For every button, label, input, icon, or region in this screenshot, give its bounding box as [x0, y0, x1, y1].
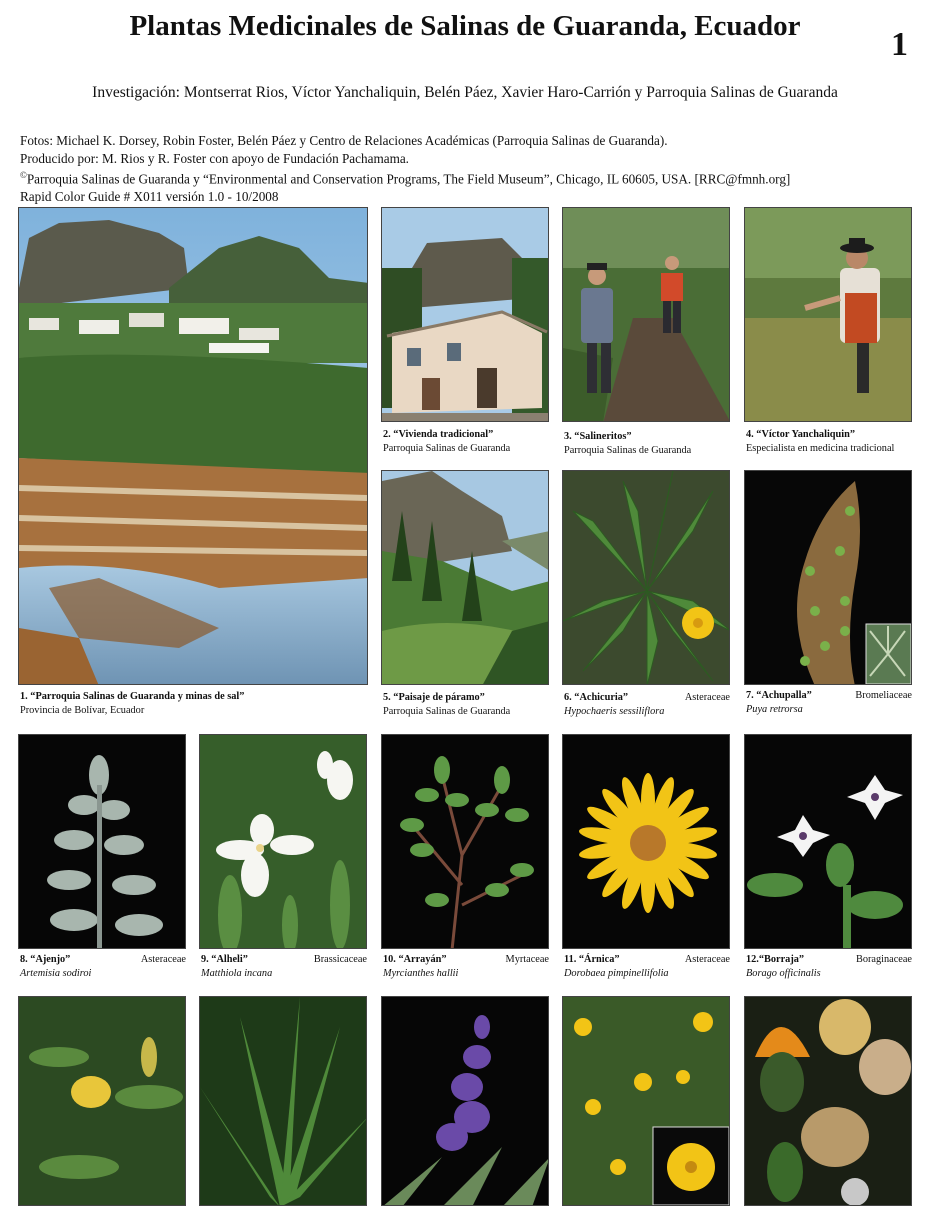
caption-subtitle: Especialista en medicina tradicional: [746, 442, 895, 454]
caption-species: Dorobaea pimpinellifolia: [564, 967, 669, 979]
photo-green-leaves: [199, 996, 367, 1206]
caption-title: 2. “Vivienda tradicional”: [383, 429, 494, 440]
photo-credits: Fotos: Michael K. Dorsey, Robin Foster, Belén Páez y Centro de Relaciones Académicas (Parroquia Salinas de Guaranda).: [20, 133, 668, 148]
caption-title: 10. “Arrayán”: [383, 954, 447, 965]
caption-title: 1. “Parroquia Salinas de Guaranda y minas de sal”: [20, 691, 245, 702]
caption-subtitle: Parroquia Salinas de Guaranda: [564, 444, 692, 456]
photo-victor-yanchaliquin: [744, 207, 912, 422]
caption-title: 9. “Alheli”: [201, 954, 248, 965]
photo-yellow-flowers-ground: [562, 996, 730, 1206]
photo-arrayan: [381, 734, 549, 949]
caption-title: 4. “Víctor Yanchaliquin”: [746, 429, 855, 440]
caption-title: 5. “Paisaje de páramo”: [383, 692, 485, 703]
photo-salinas-landscape: [18, 207, 368, 685]
photo-salineritos: [562, 207, 730, 422]
caption-species: Hypochaeris sessiliflora: [564, 705, 665, 717]
research-credits: Investigación: Montserrat Rios, Víctor Yanchaliquin, Belén Páez, Xavier Haro-Carrión y Parroquia Salinas de Guaranda: [92, 84, 838, 101]
photo-purple-flower-spike: [381, 996, 549, 1206]
caption-title: 6. “Achicuria”: [564, 692, 629, 703]
photo-thistle-flowers: [744, 996, 912, 1206]
caption-subtitle: Parroquia Salinas de Guaranda: [383, 705, 511, 717]
photo-paisaje-paramo: [381, 470, 549, 685]
photo-alheli: [199, 734, 367, 949]
caption-species: Matthiola incana: [201, 967, 273, 979]
photo-achupalla: [744, 470, 912, 685]
production-credits: Producido por: M. Rios y R. Foster con apoyo de Fundación Pachamama.: [20, 150, 409, 166]
caption-family: Myrtaceae: [505, 954, 549, 965]
caption-subtitle: Parroquia Salinas de Guaranda: [383, 442, 511, 454]
guide-version: Rapid Color Guide # X011 versión 1.0 - 10/2008: [20, 188, 279, 204]
copyright-text: Parroquia Salinas de Guaranda y “Environmental and Conservation Programs, The Field Museum”, Chicago, IL 60605, USA. [RRC@fmnh.org]: [26, 171, 791, 187]
caption-family: Brassicaceae: [313, 954, 367, 965]
caption-species: Puya retrorsa: [746, 703, 803, 715]
caption-12: [746, 953, 912, 980]
caption-family: Asteraceae: [684, 692, 730, 703]
caption-11: [564, 953, 730, 980]
photo-ajenjo: [18, 734, 186, 949]
caption-7: [746, 689, 912, 716]
caption-species: Artemisia sodiroi: [20, 967, 92, 979]
caption-6: [564, 691, 730, 718]
caption-subtitle: Provincia de Bolívar, Ecuador: [20, 704, 145, 716]
caption-family: Asteraceae: [140, 954, 186, 965]
caption-species: Borago officinalis: [746, 967, 821, 979]
caption-9: [201, 953, 367, 980]
photo-yellow-flower-bud: [18, 996, 186, 1206]
copyright-symbol: ©: [20, 170, 27, 180]
caption-family: Bromeliaceae: [855, 690, 912, 701]
caption-4: [746, 428, 912, 455]
photo-arnica: [562, 734, 730, 949]
photo-vivienda-tradicional: [381, 207, 549, 422]
caption-title: 12.“Borraja”: [746, 954, 805, 965]
copyright-line: [20, 167, 790, 188]
page-title: Plantas Medicinales de Salinas de Guaranda, Ecuador: [129, 10, 801, 42]
caption-family: Boraginaceae: [855, 954, 912, 965]
caption-5: [383, 691, 549, 718]
credits-block: [20, 132, 790, 205]
caption-1: [20, 690, 368, 717]
photo-achicuria: [562, 470, 730, 685]
caption-title: 3. “Salineritos”: [564, 431, 632, 442]
caption-3: [564, 430, 730, 457]
caption-title: 8. “Ajenjo”: [20, 954, 71, 965]
photo-borraja: [744, 734, 912, 949]
caption-10: [383, 953, 549, 980]
caption-title: 7. “Achupalla”: [746, 690, 812, 701]
caption-title: 11. “Árnica”: [564, 954, 620, 965]
caption-species: Myrcianthes hallii: [383, 967, 459, 979]
page-number: 1: [891, 26, 908, 63]
caption-family: Asteraceae: [684, 954, 730, 965]
caption-2: [383, 428, 549, 455]
caption-8: [20, 953, 186, 980]
